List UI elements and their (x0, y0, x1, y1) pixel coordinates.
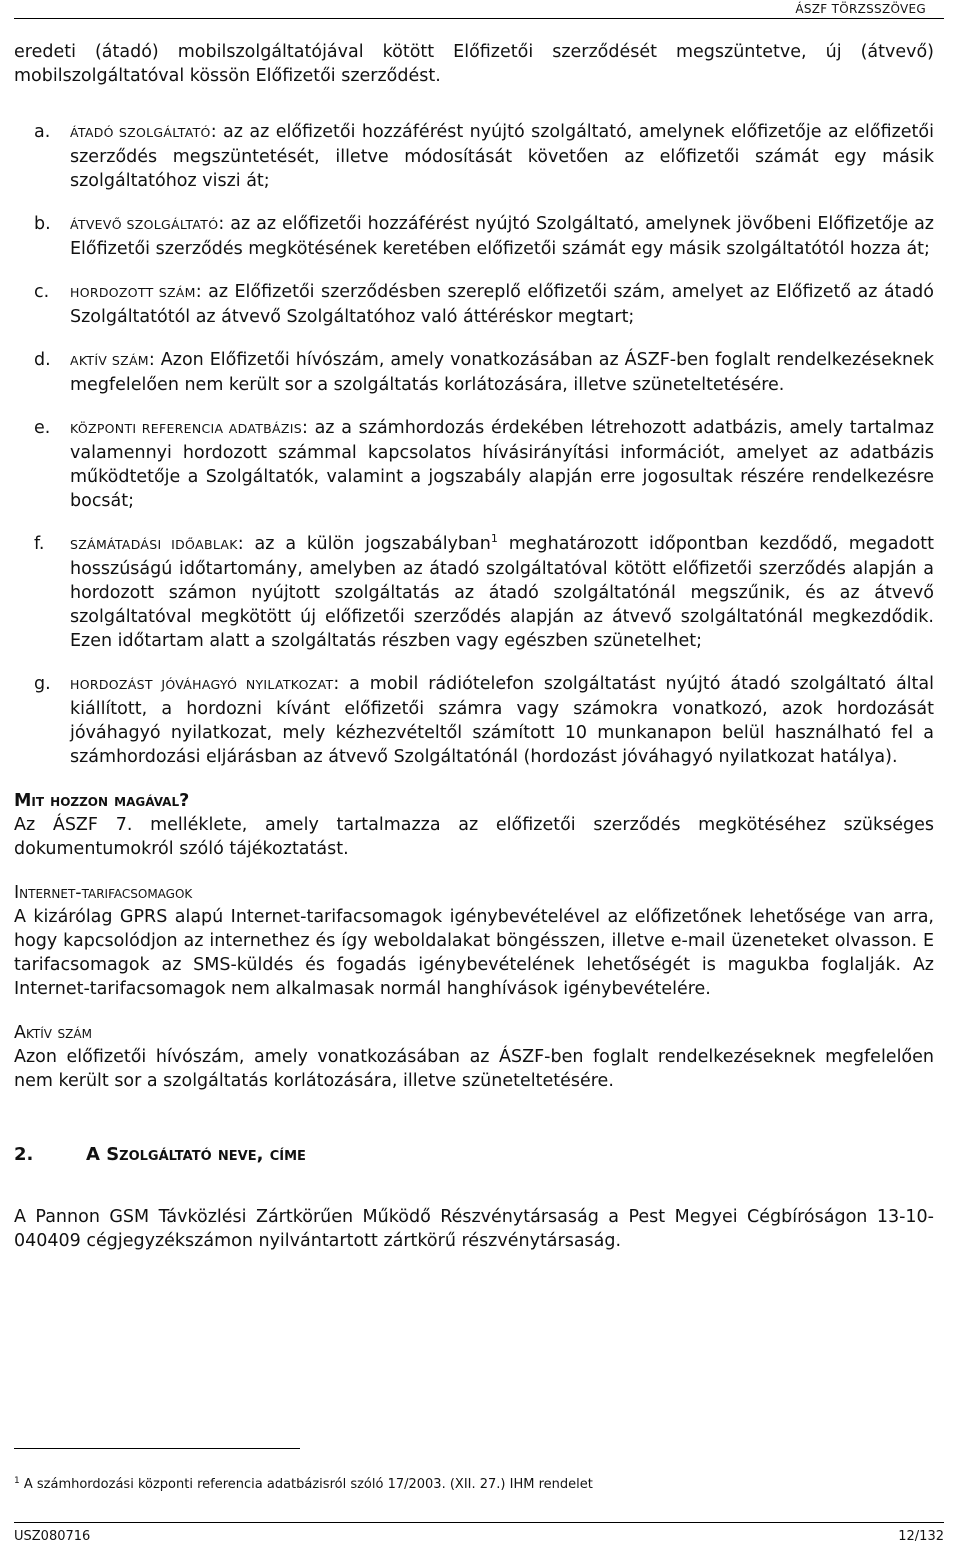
definition-item-e (14, 416, 934, 513)
footnote (14, 1476, 593, 1494)
definition-text: az a számhordozás érdekében létrehozott adatbázis, amely tartalmaz valamennyi hordozott számmal kapcsolatos hívásirányítási információt, amelyet az adatbázis működtetője a Szolgáltatók, valamint a jogszabály alapján erre jogosultak részére rendelkezésre bocsát; (70, 418, 934, 511)
page-content (14, 40, 934, 1253)
page-footer (14, 1522, 944, 1544)
definition-term: ÁTADÓ SZOLGÁLTATÓ (70, 125, 211, 140)
intro-paragraph: eredeti (átadó) mobilszolgáltatójával kötött Előfizetői szerződését megszüntetve, új (átvevő) mobilszolgáltatóval kössön Előfizetői szerződést. (14, 42, 934, 86)
definition-letter: c. (34, 282, 50, 302)
definition-letter: a. (34, 122, 51, 142)
footnote-reference[interactable]: 1 (490, 532, 498, 545)
definition-term: ÁTVEVŐ SZOLGÁLTATÓ (70, 217, 219, 232)
internet-tarifacsomagok-section (14, 881, 934, 1001)
page-number: 12/132 (898, 1529, 944, 1544)
definition-item-b (14, 212, 934, 261)
definition-text: az az előfizetői hozzáférést nyújtó szolgáltató, amelynek előfizetője az előfizetői szerződés megszüntetését, illetve módosítását követően az előfizetői számát egy másik szolgáltatóhoz viszi át; (70, 122, 934, 191)
page-header (14, 2, 944, 19)
definition-text: Azon Előfizetői hívószám, amely vonatkozásában az ÁSZF-ben foglalt rendelkezéseknek megfelelően nem került sor a szolgáltatás korlátozására, illetve szüneteltetésére. (70, 350, 934, 395)
section-text: A kizárólag GPRS alapú Internet-tarifacsomagok igénybevételével az előfizetőnek lehetősége van arra, hogy kapcsolódjon az internethez és így weboldalakat böngésszen, illetve e-mail üzeneteket olvasson. E tarifacsomagok az SMS-küldés és fogadás igénybevételének lehetőségét is magukba foglalják. Az Internet-tarifacsomagok nem alkalmasak normál hanghívások igénybevételére. (14, 907, 934, 999)
definition-separator: : (333, 674, 340, 694)
section-text: Azon előfizetői hívószám, amely vonatkozásában az ÁSZF-ben foglalt rendelkezéseknek megfelelően nem került sor a szolgáltatás korlátozására, illetve szüneteltetésére. (14, 1047, 934, 1091)
definition-item-c (14, 280, 934, 329)
footnote-marker: 1 (14, 1476, 20, 1486)
definition-text: az az előfizetői hozzáférést nyújtó Szolgáltató, amelynek jövőbeni Előfizetője az Előfizetői szerződés megkötésének keretében előfizetői számát egy másik szolgáltatótól hozza át; (70, 214, 934, 259)
section-text: Az ÁSZF 7. melléklete, amely tartalmazza az előfizetői szerződés megkötéséhez szükséges dokumentumokról szóló tájékoztatást. (14, 815, 934, 859)
chapter-title: A Szolgáltató neve, címe (86, 1144, 306, 1165)
definition-term: AKTÍV SZÁM (70, 353, 149, 368)
chapter-heading (14, 1143, 934, 1167)
definition-text: a mobil rádiótelefon szolgáltatást nyújtó átadó szolgáltató által kiállított, a hordozni kívánt előfizetői számra vagy számokra vonatkozó, azok hordozását jóváhagyó nyilatkozat, mely kézhezvételtől számított 10 munkanapon belül használható fel a számhordozási eljárásban az átvevő Szolgáltatónál (hordozást jóváhagyó nyilatkozat hatálya). (70, 674, 934, 767)
definition-item-f (14, 532, 934, 653)
definition-text-before: az a külön jogszabályban (243, 534, 491, 554)
definition-item-g (14, 672, 934, 769)
definition-separator: : (301, 418, 308, 438)
section-heading: Mit hozzon magával? (14, 791, 190, 811)
definition-text: az Előfizetői szerződésben szereplő előfizetői szám, amelyet az Előfizető az átadó Szolgáltatótól az átvevő Szolgáltatóhoz való áttéréskor megtart; (70, 282, 934, 327)
footnote-divider (14, 1448, 300, 1449)
definition-separator: : (237, 534, 244, 554)
definition-term: SZÁMÁTADÁSI IDŐABLAK (70, 537, 238, 552)
definition-item-d (14, 348, 934, 397)
definition-letter: b. (34, 214, 51, 234)
definition-separator: : (148, 350, 155, 370)
definition-letter: g. (34, 674, 51, 694)
definition-term: HORDOZOTT SZÁM (70, 285, 196, 300)
definition-letter: f. (34, 534, 45, 554)
footnote-text: A számhordozási központi referencia adatbázisról szóló 17/2003. (XII. 27.) IHM rendelet (19, 1477, 593, 1492)
definition-text: meghatározott időpontban kezdődő, megadott hosszúságú időtartomány, amelyben az átadó szolgáltatóval kötött előfizetői szerződés alapján a hordozott számon nyújtott szolgáltatás az átadó szolgáltatónál megszűnik, és az átvevő szolgáltatóval megkötött új előfizetői szerződés alapján az átvevő szolgáltatónál megkezdődik. Ezen időtartam alatt a szolgáltatás részben vagy egészben szünetelhet; (70, 534, 934, 651)
definition-separator: : (210, 122, 217, 142)
definition-term: KÖZPONTI REFERENCIA ADATBÁZIS (70, 421, 302, 436)
definition-letter: d. (34, 350, 51, 370)
section-heading: Aktív szám (14, 1023, 92, 1043)
header-label: ÁSZF TÖRZSSZÖVEG (795, 2, 926, 16)
definition-list (14, 120, 934, 769)
definition-separator: : (218, 214, 225, 234)
definition-letter: e. (34, 418, 51, 438)
document-code: USZ080716 (14, 1529, 91, 1544)
chapter-text: A Pannon GSM Távközlési Zártkörűen Működő Részvénytársaság a Pest Megyei Cégbíróságon 13-10-040409 cégjegyzékszámon nyilvántartott zártkörű részvénytársaság. (14, 1207, 934, 1251)
aktiv-szam-section (14, 1021, 934, 1093)
section-heading: Internet-tarifacsomagok (14, 883, 193, 903)
chapter-number: 2. (14, 1144, 34, 1165)
definition-term: HORDOZÁST JÓVÁHAGYÓ NYILATKOZAT (70, 677, 334, 692)
definition-separator: : (195, 282, 202, 302)
mit-hozzon-section (14, 789, 934, 861)
definition-item-a (14, 120, 934, 193)
